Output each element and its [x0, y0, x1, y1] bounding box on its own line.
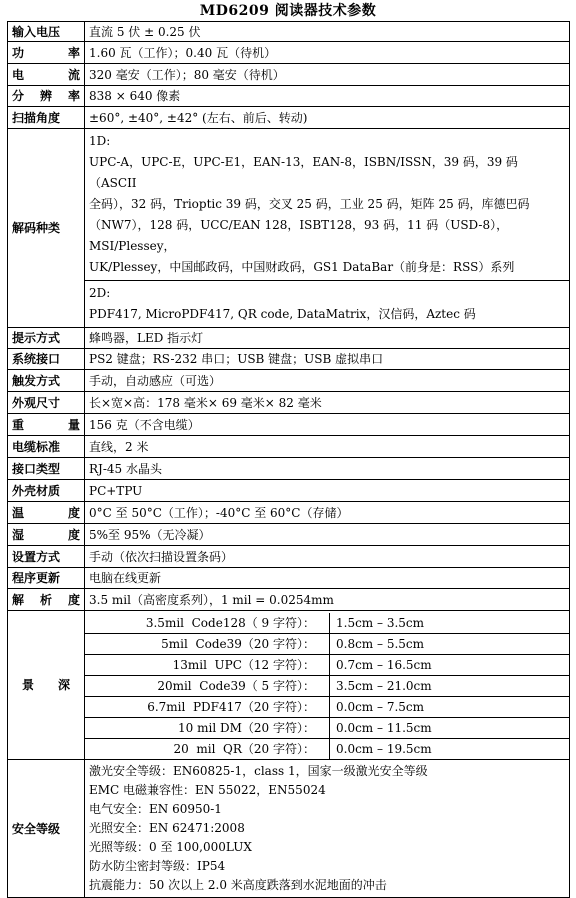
label-weight: 重 量 [8, 414, 85, 436]
value-depth [85, 611, 570, 760]
value-trigger: 手动，自动感应（可选） [85, 370, 570, 392]
row-voltage [8, 22, 570, 42]
row-depth [8, 611, 570, 760]
decode-2d-line: PDF417, MicroPDF417, QR code, DataMatrix，汉信码，Aztec 码 [89, 307, 476, 321]
label-safety: 安全等级 [8, 760, 85, 898]
label-analysis: 解 析 度 [8, 589, 85, 611]
value-current: 320 毫安（工作）；80 毫安（待机） [85, 64, 570, 86]
depth-table [85, 613, 569, 759]
value-power: 1.60 瓦（工作）；0.40 瓦（待机） [85, 42, 570, 64]
decode-2d-title: 2D: [89, 286, 111, 300]
depth-spec: 20 mil QR（20 字符）： [85, 739, 330, 760]
decode-1d-line: 全码），32 码，Trioptic 39 码，交叉 25 码，工业 25 码，矩阵 25 码，库德巴码 [89, 197, 530, 211]
value-temperature: 0°C 至 50°C（工作）；-40°C 至 60°C（存储） [85, 502, 570, 524]
row-prompt [8, 328, 570, 349]
decode-1d-line: UK/Plessey，中国邮政码，中国财政码，GS1 DataBar（前身是：RSS）系列 [89, 260, 515, 274]
row-current [8, 64, 570, 86]
label-scan-angle: 扫描角度 [8, 107, 85, 129]
spec-table [7, 21, 570, 898]
label-connector: 接口类型 [8, 458, 85, 480]
label-depth: 景 深 [8, 611, 85, 760]
row-interface [8, 349, 570, 370]
safety-block [89, 760, 565, 897]
label-cable: 电缆标准 [8, 436, 85, 458]
value-analysis: 3.5 mil（高密度系列），1 mil = 0.0254mm [85, 589, 570, 611]
decode-1d-line: （NW7），128 码，UCC/EAN 128，ISBT128，93 码，11 码（USD-8），MSI/Plessey， [89, 218, 509, 253]
label-trigger: 触发方式 [8, 370, 85, 392]
row-cable [8, 436, 570, 458]
row-dimensions [8, 392, 570, 414]
label-voltage: 输入电压 [8, 22, 85, 42]
value-cable: 直线，2 米 [85, 436, 570, 458]
depth-range: 0.0cm – 7.5cm [330, 697, 570, 718]
value-resolution: 838 × 640 像素 [85, 86, 570, 107]
decode-1d-block [89, 129, 565, 280]
row-scan-angle [8, 107, 570, 129]
value-housing: PC+TPU [85, 480, 570, 502]
safety-line: 光照等级：0 至 100,000LUX [89, 840, 252, 854]
depth-spec: 10 mil DM（20 字符）： [85, 718, 330, 739]
depth-range: 0.8cm – 5.5cm [330, 634, 570, 655]
row-trigger [8, 370, 570, 392]
value-decode [85, 129, 570, 328]
depth-range: 0.0cm – 19.5cm [330, 739, 570, 760]
row-resolution [8, 86, 570, 107]
safety-line: 防水防尘密封等级：IP54 [89, 859, 226, 873]
value-humidity: 5%至 95%（无冷凝） [85, 524, 570, 546]
row-update [8, 568, 570, 589]
depth-row [85, 739, 569, 760]
value-safety [85, 760, 570, 898]
value-voltage: 直流 5 伏 ± 0.25 伏 [85, 22, 570, 42]
row-safety [8, 760, 570, 898]
row-analysis [8, 589, 570, 611]
page-title: MD6209 阅读器技术参数 [199, 3, 377, 19]
safety-line: 光照安全：EN 62471:2008 [89, 821, 245, 835]
label-interface: 系统接口 [8, 349, 85, 370]
value-prompt: 蜂鸣器，LED 指示灯 [85, 328, 570, 349]
row-power [8, 42, 570, 64]
depth-row [85, 655, 569, 676]
safety-line: 抗震能力：50 次以上 2.0 米高度跌落到水泥地面的冲击 [89, 878, 387, 892]
decode-1d-line: UPC-A，UPC-E，UPC-E1，EAN-13，EAN-8，ISBN/ISSN，39 码，39 码（ASCII [89, 155, 518, 190]
value-weight: 156 克（不含电缆） [85, 414, 570, 436]
label-current: 电 流 [8, 64, 85, 86]
row-weight [8, 414, 570, 436]
label-housing: 外壳材质 [8, 480, 85, 502]
depth-row [85, 718, 569, 739]
label-dimensions: 外观尺寸 [8, 392, 85, 414]
safety-line: 电气安全：EN 60950-1 [89, 802, 222, 816]
depth-row [85, 634, 569, 655]
row-decode [8, 129, 570, 328]
label-setup: 设置方式 [8, 546, 85, 568]
label-power: 功 率 [8, 42, 85, 64]
row-connector [8, 458, 570, 480]
depth-spec: 13mil UPC（12 字符）： [85, 655, 330, 676]
row-housing [8, 480, 570, 502]
decode-2d-block [85, 280, 569, 327]
row-temperature [8, 502, 570, 524]
depth-row [85, 613, 569, 634]
depth-row [85, 697, 569, 718]
depth-row [85, 676, 569, 697]
depth-spec: 6.7mil PDF417（20 字符）： [85, 697, 330, 718]
label-humidity: 湿 度 [8, 524, 85, 546]
label-update: 程序更新 [8, 568, 85, 589]
depth-range: 3.5cm – 21.0cm [330, 676, 570, 697]
depth-spec: 5mil Code39（20 字符）： [85, 634, 330, 655]
label-resolution: 分 辨 率 [8, 86, 85, 107]
decode-1d-title: 1D: [89, 134, 111, 148]
value-dimensions: 长×宽×高：178 毫米× 69 毫米× 82 毫米 [85, 392, 570, 414]
label-decode: 解码种类 [8, 129, 85, 328]
value-interface: PS2 键盘；RS-232 串口；USB 键盘；USB 虚拟串口 [85, 349, 570, 370]
row-humidity [8, 524, 570, 546]
value-scan-angle: ±60°, ±40°, ±42° (左右、前后、转动) [85, 107, 570, 129]
safety-line: 激光安全等级：EN60825-1，class 1，国家一级激光安全等级 [89, 764, 428, 778]
label-prompt: 提示方式 [8, 328, 85, 349]
value-connector: RJ-45 水晶头 [85, 458, 570, 480]
depth-spec: 20mil Code39（ 5 字符）： [85, 676, 330, 697]
depth-range: 0.7cm – 16.5cm [330, 655, 570, 676]
depth-spec: 3.5mil Code128（ 9 字符）： [85, 613, 330, 634]
depth-range: 0.0cm – 11.5cm [330, 718, 570, 739]
value-setup: 手动（依次扫描设置条码） [85, 546, 570, 568]
safety-line: EMC 电磁兼容性：EN 55022，EN55024 [89, 783, 326, 797]
row-setup [8, 546, 570, 568]
value-update: 电脑在线更新 [85, 568, 570, 589]
label-temperature: 温 度 [8, 502, 85, 524]
depth-range: 1.5cm – 3.5cm [330, 613, 570, 634]
